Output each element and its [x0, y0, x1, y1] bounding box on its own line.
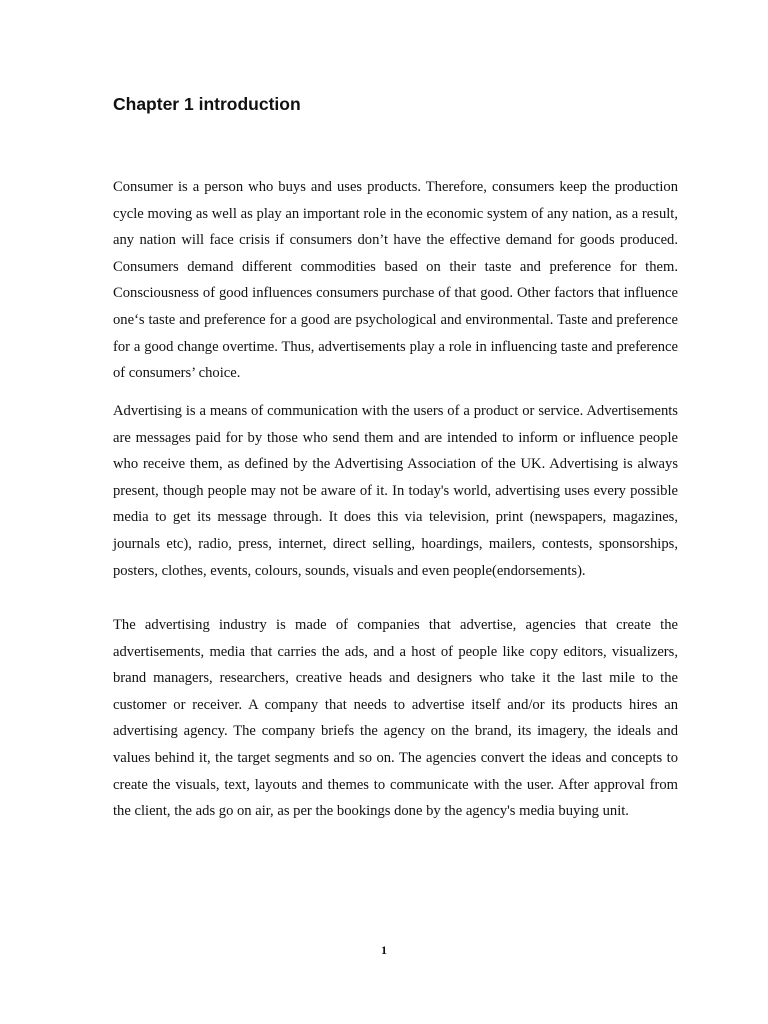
paragraph-advertising-definition: Advertising is a means of communication with the users of a product or service. Advertisements are messages paid for by those who send them and are intended to inform or influence people who receive them, as defined by the Advertising Association of the UK. Advertising is always present, though people may not be aware of it. In today's world, advertising uses every possible media to get its message through. It does this via television, print (newspapers, magazines, journals etc), radio, press, internet, direct selling, hoardings, mailers, contests, sponsorships, posters, clothes, events, colours, sounds, visuals and even people(endorsements). [113, 403, 678, 579]
page-number: 1 [381, 943, 387, 957]
chapter-title: Chapter 1 introduction [113, 94, 301, 114]
paragraph-advertising-industry: The advertising industry is made of companies that advertise, agencies that create the advertisements, media that carries the ads, and a host of people like copy editors, visualizers, brand managers, researchers, creative heads and designers who take it the last mile to the customer or receiver. A company that needs to advertise itself and/or its products hires an advertising agency. The company briefs the agency on the brand, its imagery, the ideals and values behind it, the target segments and so on. The agencies convert the ideas and concepts to create the visuals, text, layouts and themes to communicate with the user. After approval from the client, the ads go on air, as per the bookings done by the agency's media buying unit. [113, 617, 678, 820]
paragraph-consumer: Consumer is a person who buys and uses products. Therefore, consumers keep the production cycle moving as well as play an important role in the economic system of any nation, as a result, any nation will face crisis if consumers don’t have the effective demand for goods produced. Consumers demand different commodities based on their taste and preference for them. Consciousness of good influences consumers purchase of that good. Other factors that influence one‘s taste and preference for a good are psychological and environmental. Taste and preference for a good change overtime. Thus, advertisements play a role in influencing taste and preference of consumers’ choice. [113, 179, 678, 382]
